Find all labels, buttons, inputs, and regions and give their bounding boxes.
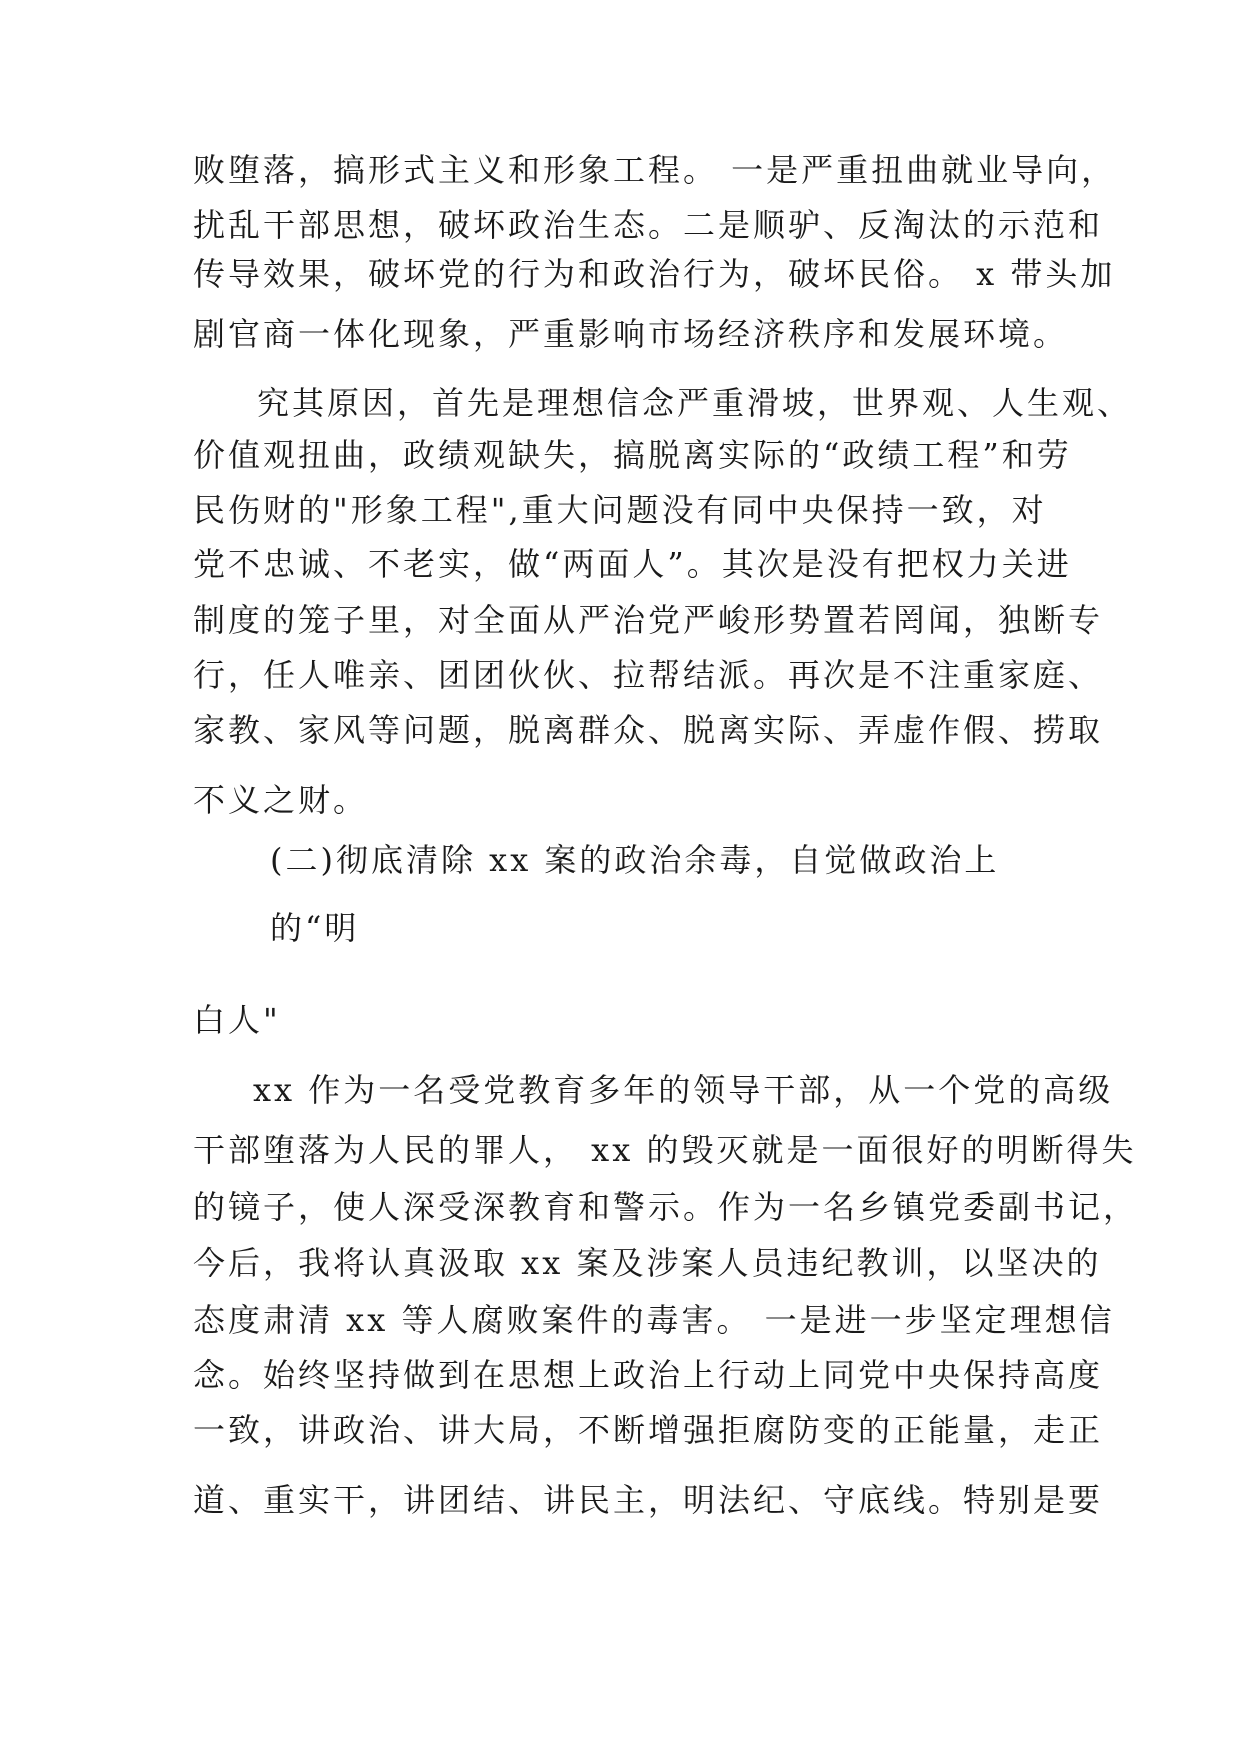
paragraph-first-line: 究其原因，首先是理想信念严重滑坡，世界观、人生观、 xyxy=(257,384,1133,422)
text-line: 扰乱干部思想，破坏政治生态。二是顺驴、反淘汰的示范和 xyxy=(193,206,1104,244)
text-line: 党不忠诚、不老实，做“两面人”。其次是没有把权力关进 xyxy=(193,545,1072,583)
text-line: 干部堕落为人民的罪人， xx 的毁灭就是一面很好的明断得失 xyxy=(193,1131,1137,1169)
text-line: 白人" xyxy=(193,1001,281,1039)
text-line: 制度的笼子里，对全面从严治党严峻形势置若罔闻，独断专 xyxy=(193,601,1104,639)
text-line: 剧官商一体化现象，严重影响市场经济秩序和发展环境。 xyxy=(193,315,1069,353)
text-line: 民伤财的"形象工程",重大问题没有同中央保持一致，对 xyxy=(193,491,1047,529)
paragraph-first-line: xx 作为一名受党教育多年的领导干部，从一个党的高级 xyxy=(253,1071,1114,1109)
text-line: 一致，讲政治、讲大局，不断增强拒腐防变的正能量，走正 xyxy=(193,1411,1104,1449)
section-heading-continued: 的“明 xyxy=(270,909,360,947)
text-line: 家教、家风等问题，脱离群众、脱离实际、弄虚作假、捞取 xyxy=(193,711,1104,749)
text-line: 不义之财。 xyxy=(193,781,369,819)
text-line: 行，任人唯亲、团团伙伙、拉帮结派。再次是不注重家庭、 xyxy=(193,656,1104,694)
text-line: 态度肃清 xx 等人腐败案件的毒害。 一是进一步坚定理想信 xyxy=(193,1301,1115,1339)
text-line: 传导效果，破坏党的行为和政治行为，破坏民俗。 x 带头加 xyxy=(193,255,1116,293)
text-line: 败堕落，搞形式主义和形象工程。 一是严重扭曲就业导向， xyxy=(193,151,1117,189)
text-line: 道、重实干，讲团结、讲民主，明法纪、守底线。特别是要 xyxy=(193,1481,1104,1519)
text-line: 念。始终坚持做到在思想上政治上行动上同党中央保持高度 xyxy=(193,1356,1104,1394)
text-line: 的镜子，使人深受深教育和警示。作为一名乡镇党委副书记， xyxy=(193,1188,1139,1226)
text-line: 价值观扭曲，政绩观缺失，搞脱离实际的“政绩工程”和劳 xyxy=(193,436,1072,474)
section-heading: (二)彻底清除 xx 案的政治余毒，自觉做政治上 xyxy=(270,841,1000,879)
text-line: 今后，我将认真汲取 xx 案及涉案人员违纪教训，以坚决的 xyxy=(193,1244,1102,1282)
